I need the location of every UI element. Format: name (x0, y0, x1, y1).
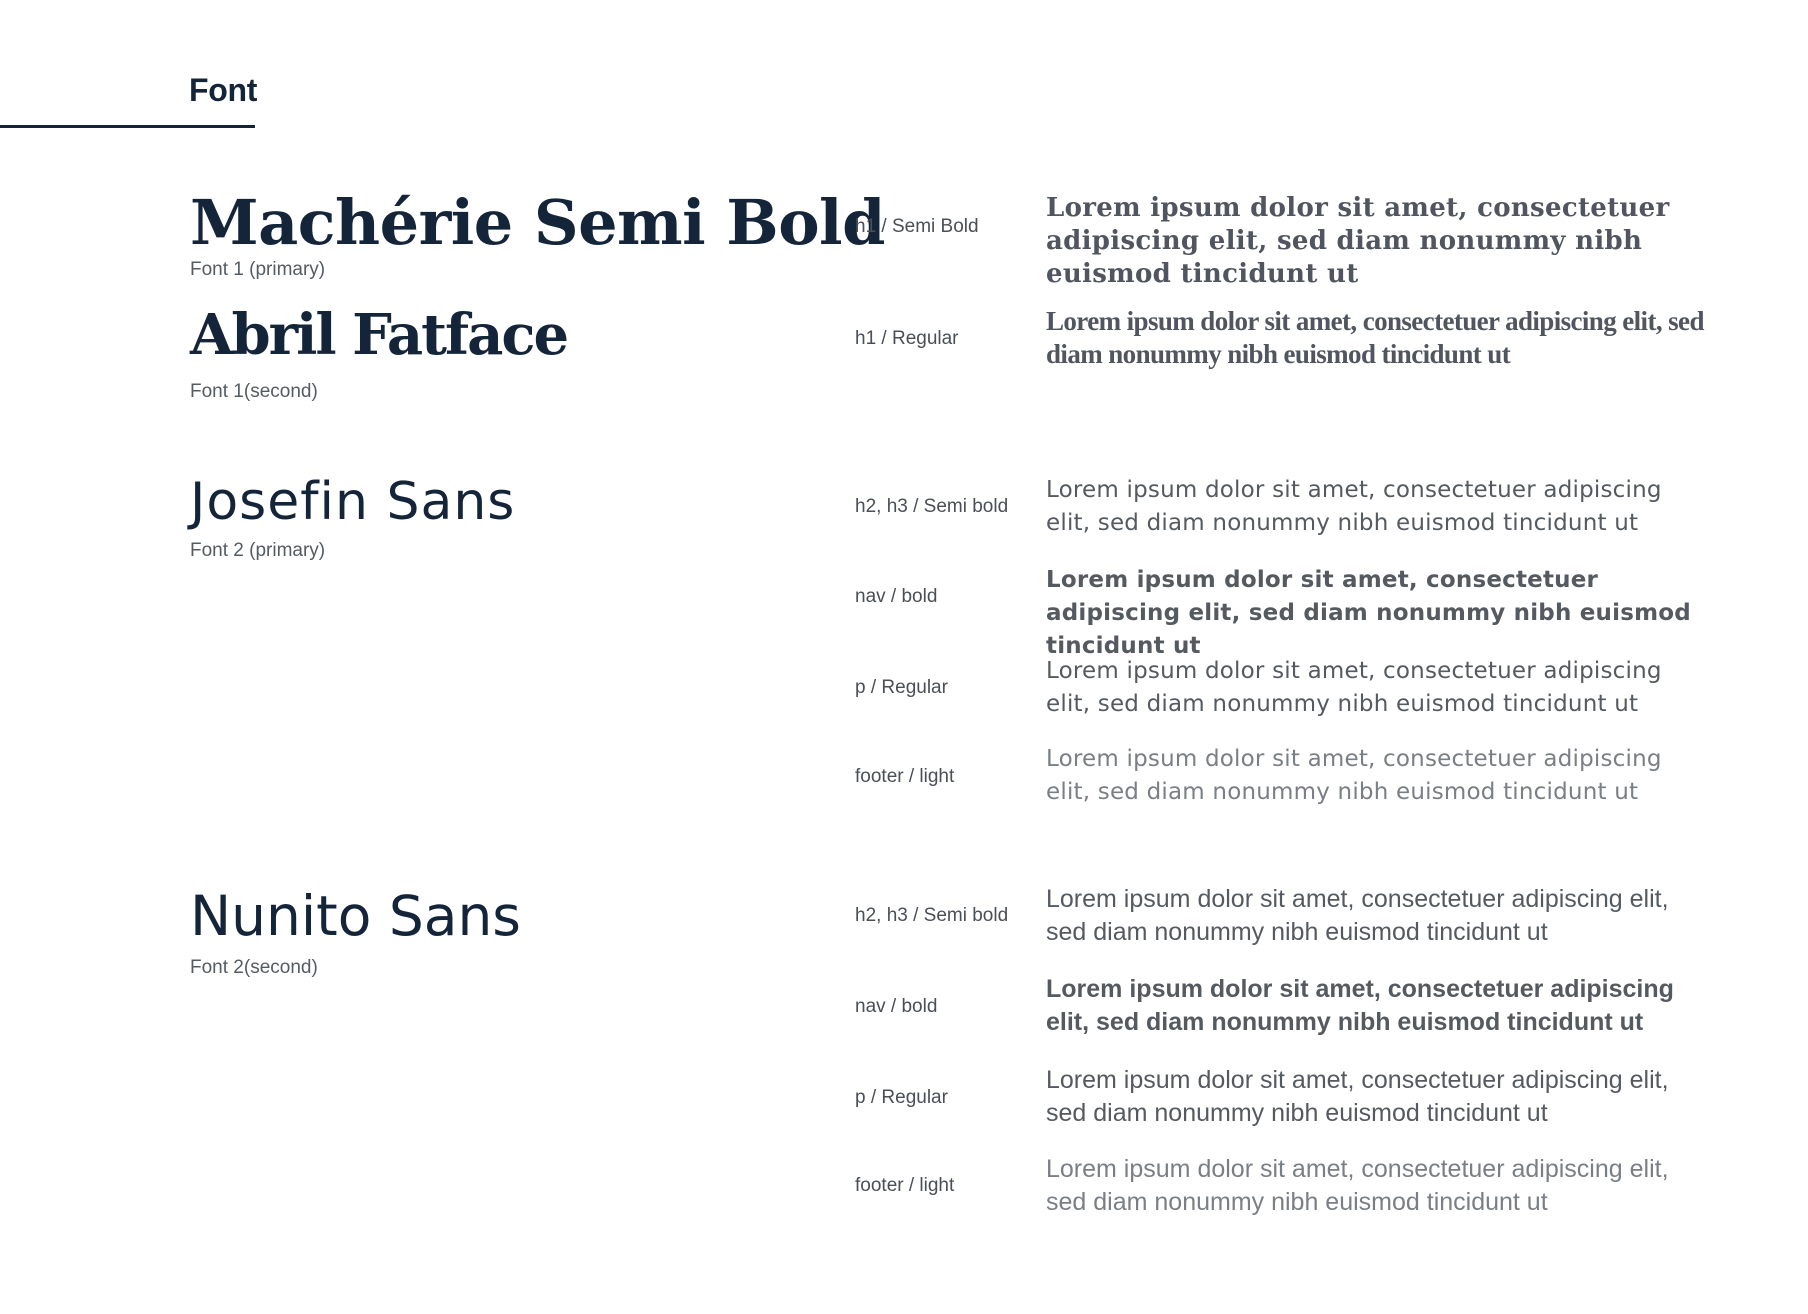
style-label-nunito-h2h3: h2, h3 / Semi bold (855, 905, 1009, 926)
style-label-nunito-nav: nav / bold (855, 996, 938, 1017)
sample-h1-regular: Lorem ipsum dolor sit amet, consectetuer adipiscing elit, sed diam nonummy nibh euismod tincidunt ut (1046, 306, 1704, 369)
sample-josefin-footer: Lorem ipsum dolor sit amet, consectetuer adipiscing elit, sed diam nonummy nibh euismod tincidunt ut (1046, 746, 1662, 805)
sample-josefin-h2h3: Lorem ipsum dolor sit amet, consectetuer adipiscing elit, sed diam nonummy nibh euismod tincidunt ut (1046, 477, 1662, 536)
font-caption-macherie: Font 1 (primary) (190, 259, 326, 280)
style-label-josefin-footer: footer / light (855, 766, 955, 787)
style-label-h1-regular: h1 / Regular (855, 328, 959, 349)
style-label-h1-semibold: h1 / Semi Bold (855, 216, 979, 237)
style-label-nunito-footer: footer / light (855, 1175, 955, 1196)
style-label-josefin-p: p / Regular (855, 677, 948, 698)
font-name-abril: Abril Fatface (190, 302, 568, 368)
font-caption-nunito: Font 2(second) (190, 957, 318, 978)
sample-nunito-p: Lorem ipsum dolor sit amet, consectetuer adipiscing elit, sed diam nonummy nibh euismod tincidunt ut (1046, 1066, 1669, 1127)
sample-josefin-nav: Lorem ipsum dolor sit amet, consectetuer adipiscing elit, sed diam nonummy nibh euismod tincidunt ut (1046, 567, 1691, 659)
sample-nunito-h2h3: Lorem ipsum dolor sit amet, consectetuer adipiscing elit, sed diam nonummy nibh euismod tincidunt ut (1046, 885, 1669, 946)
font-name-josefin: Josefin Sans (190, 472, 516, 532)
sample-h1-semibold: Lorem ipsum dolor sit amet, consectetuer adipiscing elit, sed diam nonummy nibh euismod tincidunt ut (1046, 193, 1670, 289)
sample-nunito-footer: Lorem ipsum dolor sit amet, consectetuer adipiscing elit, sed diam nonummy nibh euismod tincidunt ut (1046, 1155, 1669, 1216)
style-label-josefin-h2h3: h2, h3 / Semi bold (855, 496, 1009, 517)
sample-nunito-nav: Lorem ipsum dolor sit amet, consectetuer adipiscing elit, sed diam nonummy nibh euismod tincidunt ut (1046, 975, 1674, 1036)
font-name-macherie: Machérie Semi Bold (190, 186, 885, 259)
style-label-josefin-nav: nav / bold (855, 586, 938, 607)
title-underline (0, 125, 255, 128)
font-caption-abril: Font 1(second) (190, 381, 318, 402)
font-caption-josefin: Font 2 (primary) (190, 540, 326, 561)
page-title: Font (189, 72, 258, 108)
style-label-nunito-p: p / Regular (855, 1087, 948, 1108)
font-name-nunito: Nunito Sans (190, 884, 521, 948)
sample-josefin-p: Lorem ipsum dolor sit amet, consectetuer adipiscing elit, sed diam nonummy nibh euismod tincidunt ut (1046, 658, 1662, 717)
